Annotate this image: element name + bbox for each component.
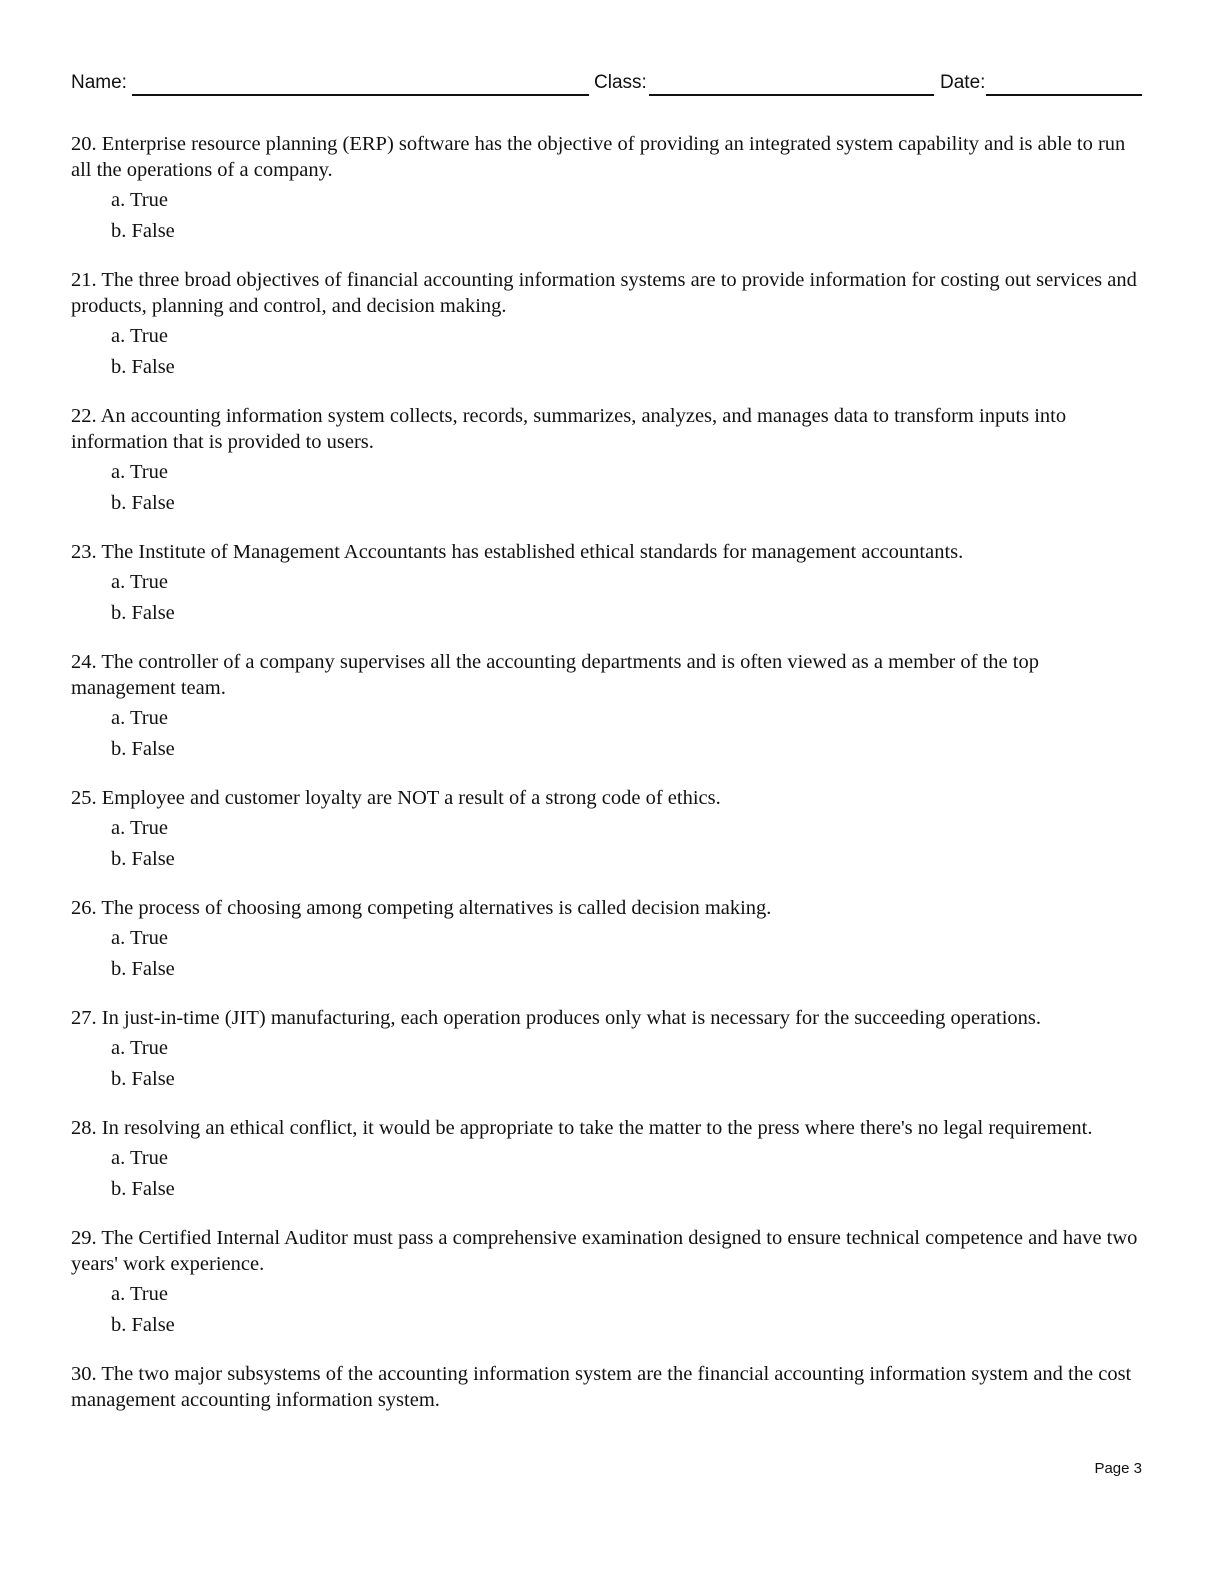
answer-options (71, 1279, 1146, 1341)
option-false[interactable]: b. False (111, 848, 175, 870)
question-text: 28. In resolving an ethical conflict, it would be appropriate to take the matter to the press where there's no legal requirement. (71, 1117, 1093, 1139)
question-text: 21. The three broad objectives of financial accounting information systems are to provide information for costing out services and products, planning and control, and decision making. (71, 269, 1137, 317)
question-text: 23. The Institute of Management Accountants has established ethical standards for management accountants. (71, 541, 964, 563)
question-item (71, 539, 1146, 629)
answer-options (71, 813, 1146, 875)
question-item (71, 1005, 1146, 1095)
name-label: Name: (71, 72, 127, 93)
option-false[interactable]: b. False (111, 1178, 175, 1200)
question-item (71, 403, 1146, 519)
option-true[interactable]: a. True (111, 325, 168, 347)
question-item (71, 649, 1146, 765)
option-false[interactable]: b. False (111, 602, 175, 624)
option-true[interactable]: a. True (111, 927, 168, 949)
answer-options (71, 1143, 1146, 1205)
page-number: Page 3 (1094, 1460, 1142, 1477)
option-false[interactable]: b. False (111, 356, 175, 378)
class-label: Class: (594, 72, 647, 93)
option-true[interactable]: a. True (111, 1147, 168, 1169)
date-label: Date: (940, 72, 986, 93)
question-text: 29. The Certified Internal Auditor must pass a comprehensive examination designed to ensure technical competence and have two years' work experience. (71, 1227, 1138, 1275)
option-true[interactable]: a. True (111, 817, 168, 839)
date-blank-line[interactable] (986, 94, 1142, 96)
option-true[interactable]: a. True (111, 461, 168, 483)
answer-options (71, 1033, 1146, 1095)
answer-options (71, 703, 1146, 765)
question-list (71, 131, 1146, 1433)
option-true[interactable]: a. True (111, 189, 168, 211)
name-blank-line[interactable] (132, 94, 589, 96)
question-item (71, 895, 1146, 985)
option-false[interactable]: b. False (111, 958, 175, 980)
option-true[interactable]: a. True (111, 1283, 168, 1305)
answer-options (71, 321, 1146, 383)
question-text: 26. The process of choosing among competing alternatives is called decision making. (71, 897, 772, 919)
option-true[interactable]: a. True (111, 571, 168, 593)
student-info-header (71, 70, 1142, 100)
option-false[interactable]: b. False (111, 738, 175, 760)
option-false[interactable]: b. False (111, 492, 175, 514)
question-item (71, 267, 1146, 383)
question-text: 20. Enterprise resource planning (ERP) software has the objective of providing an integrated system capability and is able to run all the operations of a company. (71, 133, 1126, 181)
question-item (71, 131, 1146, 247)
question-item (71, 785, 1146, 875)
question-item (71, 1361, 1146, 1413)
option-false[interactable]: b. False (111, 1314, 175, 1336)
question-text: 22. An accounting information system collects, records, summarizes, analyzes, and manages data to transform inputs into information that is provided to users. (71, 405, 1067, 453)
question-item (71, 1225, 1146, 1341)
option-false[interactable]: b. False (111, 1068, 175, 1090)
answer-options (71, 457, 1146, 519)
question-text: 24. The controller of a company supervises all the accounting departments and is often viewed as a member of the top management team. (71, 651, 1039, 699)
question-text: 25. Employee and customer loyalty are NOT a result of a strong code of ethics. (71, 787, 721, 809)
question-item (71, 1115, 1146, 1205)
answer-options (71, 567, 1146, 629)
option-true[interactable]: a. True (111, 707, 168, 729)
option-true[interactable]: a. True (111, 1037, 168, 1059)
question-text: 27. In just-in-time (JIT) manufacturing, each operation produces only what is necessary for the succeeding operations. (71, 1007, 1042, 1029)
option-false[interactable]: b. False (111, 220, 175, 242)
answer-options (71, 185, 1146, 247)
question-text: 30. The two major subsystems of the accounting information system are the financial accounting information system and the cost management accounting information system. (71, 1363, 1132, 1411)
class-blank-line[interactable] (649, 94, 934, 96)
answer-options (71, 923, 1146, 985)
